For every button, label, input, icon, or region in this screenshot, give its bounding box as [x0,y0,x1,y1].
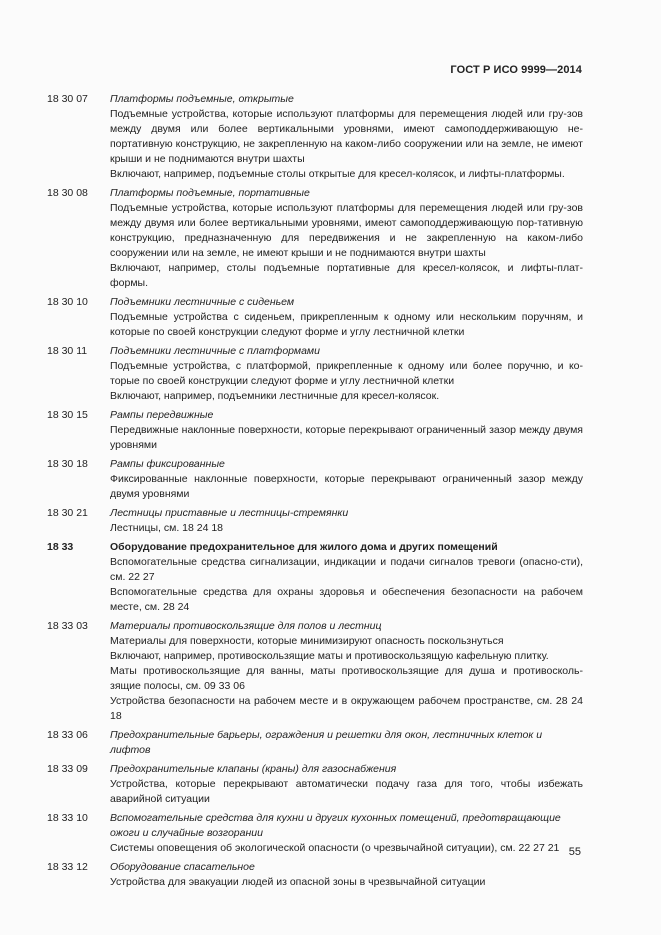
entry-code: 18 33 06 [47,729,88,741]
entry-description: Подъемные устройства, которые используют платформы для перемещения людей или гру-зов между двумя или более вертикальными уровнями, имеют самоподдерживающую пор-тативную конструкцию, предназначенную для передвижения и не закрепленную на каком-либо сооружении или на земле, не имеют крыши и не поднимаются внутри шахты [110,202,583,259]
entry-description: Вспомогательные средства для охраны здоровья и обеспечения безопасности на рабочем месте, см. 28 24 [110,586,583,613]
classification-list [47,92,587,894]
entry-body [110,811,583,856]
classification-entry [47,506,587,536]
entry-body [110,92,583,182]
entry-code: 18 33 09 [47,763,88,775]
classification-entry [47,457,587,502]
entry-description: Подъемные устройства, с платформой, прикрепленные к одному или более поручню, и ко-торые по своей конструкции следуют форме и углу лестничной клетки [110,360,583,387]
classification-entry [47,811,587,856]
entry-code: 18 30 18 [47,458,88,470]
entry-code: 18 33 03 [47,620,88,632]
entry-title: Предохранительные барьеры, ограждения и решетки для окон, лестничных клеток и лифтов [110,729,543,756]
entry-body [110,457,583,502]
entry-code: 18 30 08 [47,187,88,199]
classification-entry [47,860,587,890]
classification-entry [47,762,587,807]
entry-description: Устройства, которые перекрывают автоматически подачу газа для того, чтобы избежать аварийной ситуации [110,778,583,805]
entry-code: 18 33 12 [47,861,88,873]
entry-body [110,344,583,404]
entry-title: Материалы противоскользящие для полов и лестниц [110,620,382,632]
entry-title: Вспомогательные средства для кухни и других кухонных помещений, предотвращающие ожоги и случайные возгорании [110,812,561,839]
entry-description: Лестницы, см. 18 24 18 [110,522,224,534]
classification-entry [47,728,587,758]
classification-entry [47,186,587,291]
entry-title: Платформы подъемные, открытые [110,93,294,105]
entry-body [110,762,583,807]
entry-title: Оборудование предохранительное для жилого дома и других помещений [110,541,498,553]
classification-entry [47,540,587,615]
entry-description: Включают, например, столы подъемные портативные для кресел-колясок, и лифты-плат-формы. [110,262,583,289]
entry-title: Рампы передвижные [110,409,214,421]
entry-description: Включают, например, подъемники лестничные для кресел-колясок. [110,390,440,402]
entry-description: Включают, например, противоскользящие маты и противоскользящую кафельную плитку. [110,650,549,662]
classification-entry [47,344,587,404]
entry-description: Фиксированные наклонные поверхности, которые перекрывают ограниченный зазор между двумя уровнями [110,473,583,500]
entry-title: Предохранительные клапаны (краны) для газоснабжения [110,763,397,775]
entry-description: Маты противоскользящие для ванны, маты противоскользящие для душа и противосколь-зящие полосы, см. 09 33 06 [110,665,583,692]
entry-body [110,295,583,340]
entry-body [110,728,583,758]
entry-description: Подъемные устройства, которые используют платформы для перемещения людей или гру-зов между двумя или более вертикальными уровнями, имеют самоподдерживающую не-портативную конструкцию, не закрепленную на каком-либо сооружении или на земле, не имеют крыши и не поднимаются внутри шахты [110,108,583,165]
classification-entry [47,408,587,453]
entry-body [110,186,583,291]
classification-entry [47,92,587,182]
entry-code: 18 30 10 [47,296,88,308]
entry-title: Подъемники лестничные с платформами [110,345,320,357]
entry-title: Лестницы приставные и лестницы-стремянки [110,507,349,519]
entry-body [110,540,583,615]
entry-title: Рампы фиксированные [110,458,225,470]
entry-code: 18 30 15 [47,409,88,421]
entry-body [110,860,583,890]
classification-entry [47,295,587,340]
entry-body [110,506,583,536]
page-number: 55 [568,846,581,858]
entry-description: Передвижные наклонные поверхности, которые перекрывают ограниченный зазор между двумя уровнями [110,424,583,451]
entry-title: Оборудование спасательное [110,861,255,873]
entry-code: 18 33 [47,541,74,553]
entry-code: 18 30 11 [47,345,88,357]
entry-title: Платформы подъемные, портативные [110,187,310,199]
entry-code: 18 33 10 [47,812,88,824]
entry-title: Подъемники лестничные с сиденьем [110,296,295,308]
entry-body [110,619,583,724]
entry-description: Системы оповещения об экологической опасности (о чрезвычайной ситуации), cм. 22 27 21 [110,842,560,854]
entry-code: 18 30 07 [47,93,88,105]
entry-description: Материалы для поверхности, которые минимизируют опасность поскользнуться [110,635,504,647]
classification-entry [47,619,587,724]
document-code-header: ГОСТ Р ИСО 9999—2014 [450,64,582,76]
entry-description: Устройства безопасности на рабочем месте и в окружающем рабочем пространстве, см. 28 24 18 [110,695,583,722]
entry-description: Подъемные устройства с сиденьем, прикрепленным к одному или нескольким поручням, и которые по своей конструкции следуют форме и углу лестничной клетки [110,311,583,338]
entry-description: Вспомогательные средства сигнализации, индикации и подачи сигналов тревоги (опасно-сти), см. 22 27 [110,556,583,583]
entry-body [110,408,583,453]
entry-description: Включают, например, подъемные столы открытые для кресел-колясок, и лифты-платформы. [110,168,565,180]
entry-description: Устройства для эвакуации людей из опасной зоны в чрезвычайной ситуации [110,876,486,888]
entry-code: 18 30 21 [47,507,88,519]
